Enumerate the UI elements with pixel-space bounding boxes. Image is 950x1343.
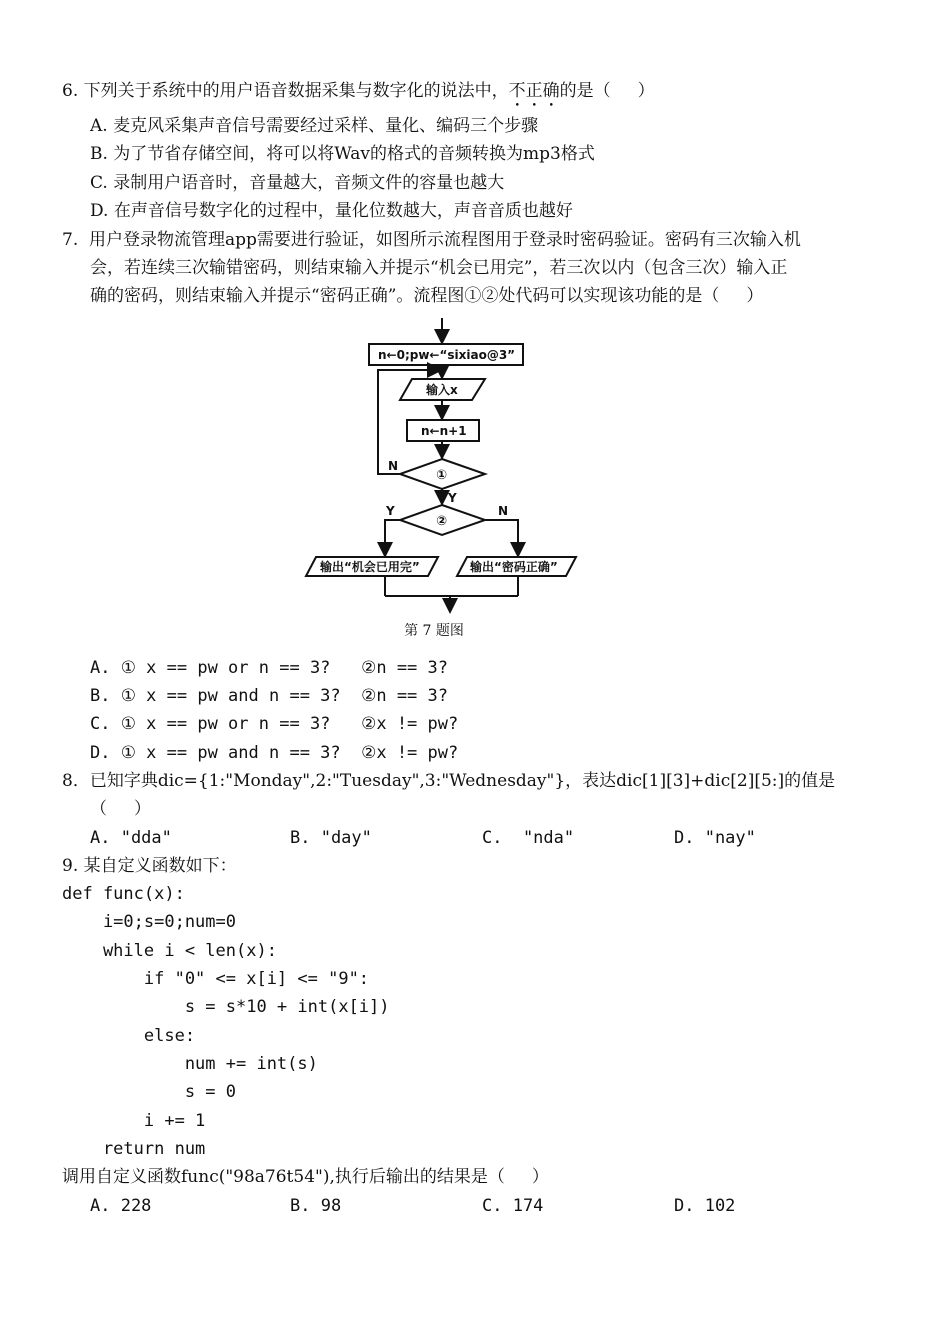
code-line: return num xyxy=(62,1139,206,1159)
code-line: s = s*10 + int(x[i]) xyxy=(62,997,390,1017)
q8-option-b: B. "day" xyxy=(290,828,372,848)
q6-option-a: A. 麦克风采集声音信号需要经过采样、量化、编码三个步骤 xyxy=(90,116,539,136)
q9-option-c: C. 174 xyxy=(482,1196,544,1216)
q7-option-a: A. ① x == pw or n == 3? ②n == 3? xyxy=(90,658,448,678)
out-right-text: 输出“密码正确” xyxy=(470,560,558,574)
code-line: i += 1 xyxy=(62,1111,206,1131)
code-line: while i < len(x): xyxy=(62,941,277,961)
q8-option-d: D. "nay" xyxy=(674,828,756,848)
q9-option-a: A. 228 xyxy=(90,1196,152,1216)
label-y2: Y xyxy=(386,504,395,518)
q8-option-c: C. "nda" xyxy=(482,828,575,848)
q6-emphasis: 不正确 xyxy=(508,81,560,101)
cond1-text: ① xyxy=(436,468,448,483)
q8-stem-line1: 8．已知字典dic={1:"Monday",2:"Tuesday",3:"Wednesday"}，表达dic[1][3]+dic[2][5:]的值是 xyxy=(62,771,836,791)
code-line: else: xyxy=(62,1026,196,1046)
code-line: def func(x): xyxy=(62,884,185,904)
figure-caption: 第 7 题图 xyxy=(404,623,464,639)
label-y1: Y xyxy=(448,491,457,505)
label-n1: N xyxy=(388,459,399,473)
cond2-text: ② xyxy=(436,514,448,529)
q9-stem: 9. 某自定义函数如下： xyxy=(62,856,237,876)
code-line: s = 0 xyxy=(62,1082,236,1102)
q7-option-c: C. ① x == pw or n == 3? ②x != pw? xyxy=(90,714,459,734)
flowchart xyxy=(290,315,590,615)
q6-option-b: B. 为了节省存储空间，将可以将Wav的格式的音频转换为mp3格式 xyxy=(90,144,595,164)
q9-option-b: B. 98 xyxy=(290,1196,342,1216)
q6-stem-tail: 的是（ ） xyxy=(559,81,655,101)
q7-option-d: D. ① x == pw and n == 3? ②x != pw? xyxy=(90,743,459,763)
q7-stem-line2: 会，若连续三次输错密码，则结束输入并提示“机会已用完”，若三次以内（包含三次）输入正 xyxy=(90,258,788,278)
q7-stem-line3: 确的密码，则结束输入并提示“密码正确”。流程图①②处代码可以实现该功能的是（ ） xyxy=(90,286,764,306)
label-n2: N xyxy=(498,504,509,518)
out-left-text: 输出“机会已用完” xyxy=(320,560,420,574)
q6-option-c: C. 录制用户语音时，音量越大，音频文件的容量也越大 xyxy=(90,173,505,193)
q8-option-a: A. "dda" xyxy=(90,828,172,848)
increment-text: n←n+1 xyxy=(421,424,467,438)
input-text: 输入x xyxy=(426,383,458,397)
q8-stem-line2: （ ） xyxy=(90,799,152,819)
code-line: num += int(s) xyxy=(62,1054,318,1074)
init-text: n←0;pw←“sixiao@3” xyxy=(378,348,516,362)
q7-option-b: B. ① x == pw and n == 3? ②n == 3? xyxy=(90,686,448,706)
q9-call: 调用自定义函数func("98a76t54"),执行后输出的结果是（ ） xyxy=(62,1167,549,1187)
code-line: i=0;s=0;num=0 xyxy=(62,912,236,932)
q7-stem-line1: 7. 用户登录物流管理app需要进行验证，如图所示流程图用于登录时密码验证。密码有三次输入机 xyxy=(62,230,801,250)
q6-stem-text: 6. 下列关于系统中的用户语音数据采集与数字化的说法中， xyxy=(62,81,509,101)
q6-option-d: D. 在声音信号数字化的过程中，量化位数越大，声音音质也越好 xyxy=(90,201,573,221)
q9-option-d: D. 102 xyxy=(674,1196,736,1216)
q6-stem xyxy=(62,80,655,111)
code-line: if "0" <= x[i] <= "9": xyxy=(62,969,370,989)
